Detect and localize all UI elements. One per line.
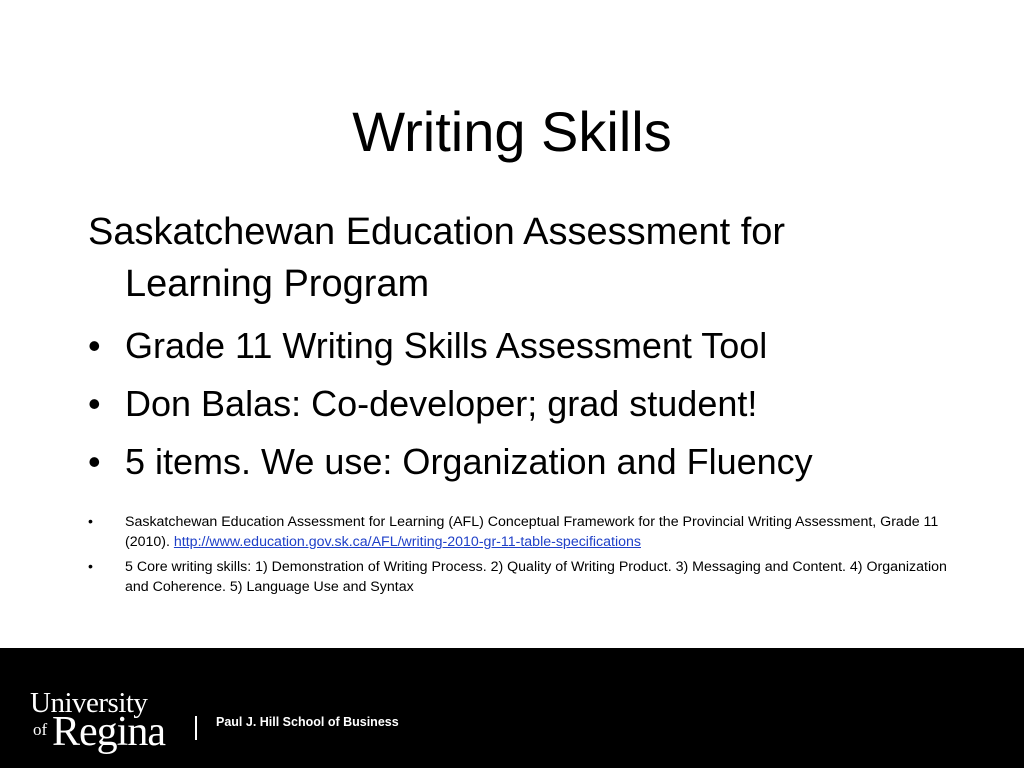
lead-heading-line1: Saskatchewan Education Assessment for [88, 211, 786, 253]
note-item [88, 512, 948, 552]
bullet-icon: • [88, 383, 101, 424]
footer-divider [195, 716, 197, 740]
bullet-icon: • [88, 441, 101, 482]
afl-framework-link[interactable]: http://www.education.gov.sk.ca/AFL/writing-2010-gr-11-table-specifications [173, 534, 641, 550]
bullet-text: 5 items. We use: Organization and Fluency [125, 441, 813, 482]
bullet-icon: • [88, 559, 93, 575]
footer-bar [0, 648, 1024, 768]
note-item [88, 557, 948, 597]
school-name: Paul J. Hill School of Business [216, 715, 399, 729]
logo-regina-text: Regina [52, 709, 165, 755]
note-text: 5 Core writing skills: 1) Demonstration of Writing Process. 2) Quality of Writing Product. 3) Messaging and Content. 4) Organization and Coherence. 5) Language Use and Syntax [125, 559, 947, 595]
logo-of-text: of [33, 720, 48, 739]
bullet-icon: • [88, 325, 101, 366]
bullet-icon: • [88, 514, 93, 530]
bullet-text: Don Balas: Co-developer; grad student! [125, 383, 758, 424]
lead-heading [88, 206, 958, 310]
bullet-item [88, 438, 813, 486]
lead-heading-line2: Learning Program [125, 263, 430, 305]
logo-university-text: University [30, 687, 148, 719]
bullet-text: Grade 11 Writing Skills Assessment Tool [125, 325, 768, 366]
slide-title: Writing Skills [352, 100, 672, 163]
bullet-item [88, 322, 813, 370]
notes-list [88, 512, 948, 602]
main-bullet-list [88, 322, 813, 496]
note-text: Saskatchewan Education Assessment for Learning (AFL) Conceptual Framework for the Provincial Writing Assessment, Grade 11 (2010). [125, 514, 939, 550]
bullet-item [88, 380, 813, 428]
